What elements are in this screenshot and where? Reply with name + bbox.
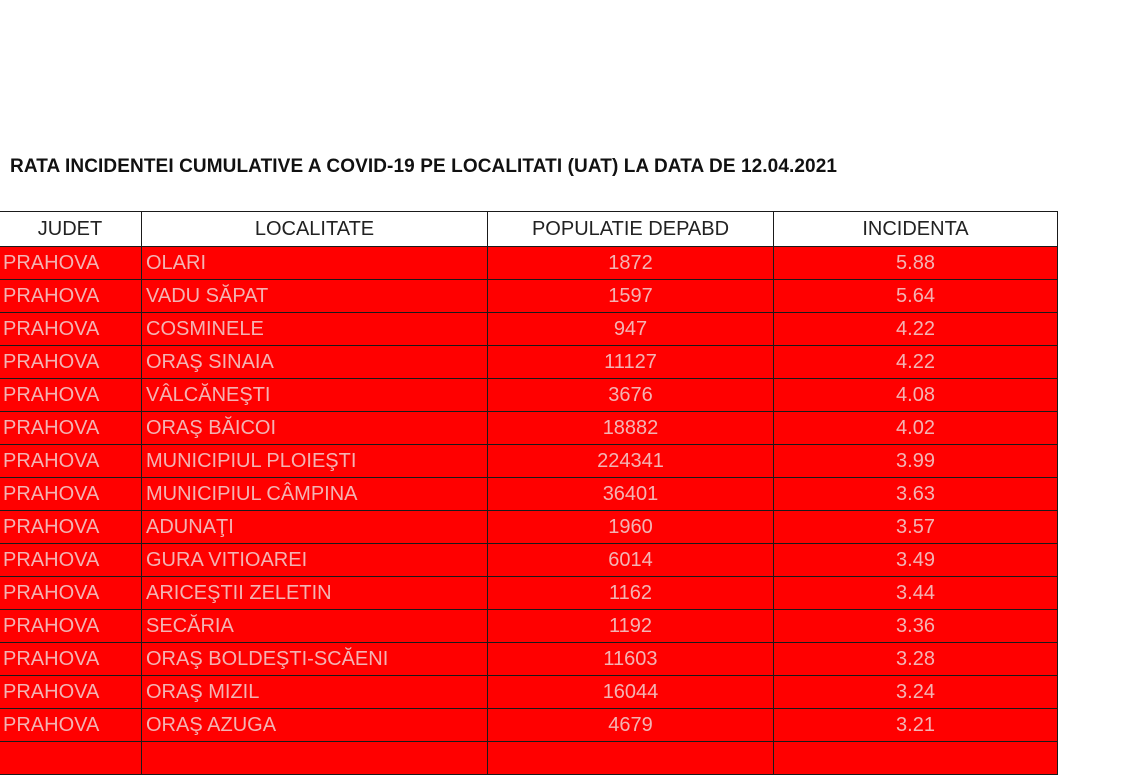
table-row	[0, 676, 1058, 709]
cell-judet: PRAHOVA	[0, 247, 142, 280]
cell-populatie: 3676	[488, 379, 774, 412]
cell-incidenta: 5.88	[774, 247, 1058, 280]
cell-populatie	[488, 742, 774, 775]
table-row	[0, 247, 1058, 280]
table-row	[0, 478, 1058, 511]
cell-localitate: OLARI	[142, 247, 488, 280]
incidence-table	[0, 211, 1058, 775]
cell-localitate: ARICEŞTII ZELETIN	[142, 577, 488, 610]
header-incidenta: INCIDENTA	[774, 212, 1058, 247]
cell-incidenta	[774, 742, 1058, 775]
header-localitate: LOCALITATE	[142, 212, 488, 247]
cell-judet: PRAHOVA	[0, 346, 142, 379]
cell-incidenta: 3.49	[774, 544, 1058, 577]
table-header-row	[0, 212, 1058, 247]
cell-incidenta: 3.57	[774, 511, 1058, 544]
cell-incidenta: 4.02	[774, 412, 1058, 445]
cell-localitate: GURA VITIOAREI	[142, 544, 488, 577]
cell-localitate: ORAŞ BĂICOI	[142, 412, 488, 445]
cell-populatie: 11603	[488, 643, 774, 676]
header-populatie: POPULATIE DEPABD	[488, 212, 774, 247]
cell-incidenta: 3.44	[774, 577, 1058, 610]
cell-localitate: COSMINELE	[142, 313, 488, 346]
table-row	[0, 412, 1058, 445]
cell-populatie: 16044	[488, 676, 774, 709]
cell-populatie: 6014	[488, 544, 774, 577]
table-row	[0, 544, 1058, 577]
cell-localitate: MUNICIPIUL CÂMPINA	[142, 478, 488, 511]
cell-localitate: MUNICIPIUL PLOIEŞTI	[142, 445, 488, 478]
cell-incidenta: 4.22	[774, 313, 1058, 346]
cell-judet: PRAHOVA	[0, 577, 142, 610]
cell-incidenta: 3.99	[774, 445, 1058, 478]
cell-localitate: ORAŞ MIZIL	[142, 676, 488, 709]
cell-incidenta: 3.36	[774, 610, 1058, 643]
cell-judet: PRAHOVA	[0, 412, 142, 445]
cell-localitate: VÂLCĂNEŞTI	[142, 379, 488, 412]
table-row	[0, 577, 1058, 610]
table-row	[0, 313, 1058, 346]
cell-incidenta: 3.21	[774, 709, 1058, 742]
cell-populatie: 1872	[488, 247, 774, 280]
cell-judet: PRAHOVA	[0, 445, 142, 478]
cell-judet: PRAHOVA	[0, 379, 142, 412]
cell-localitate: ORAŞ BOLDEŞTI-SCĂENI	[142, 643, 488, 676]
cell-incidenta: 3.63	[774, 478, 1058, 511]
table-row	[0, 742, 1058, 775]
cell-judet: PRAHOVA	[0, 313, 142, 346]
table-row	[0, 346, 1058, 379]
table-row	[0, 610, 1058, 643]
cell-populatie: 4679	[488, 709, 774, 742]
header-judet: JUDET	[0, 212, 142, 247]
table-row	[0, 511, 1058, 544]
cell-populatie: 1162	[488, 577, 774, 610]
cell-localitate: ADUNAŢI	[142, 511, 488, 544]
table-row	[0, 709, 1058, 742]
table-row	[0, 445, 1058, 478]
cell-incidenta: 3.24	[774, 676, 1058, 709]
cell-judet: PRAHOVA	[0, 478, 142, 511]
cell-judet: PRAHOVA	[0, 709, 142, 742]
cell-judet	[0, 742, 142, 775]
cell-incidenta: 5.64	[774, 280, 1058, 313]
cell-localitate: ORAŞ SINAIA	[142, 346, 488, 379]
cell-judet: PRAHOVA	[0, 511, 142, 544]
cell-populatie: 1597	[488, 280, 774, 313]
cell-populatie: 947	[488, 313, 774, 346]
cell-populatie: 18882	[488, 412, 774, 445]
cell-localitate: VADU SĂPAT	[142, 280, 488, 313]
cell-judet: PRAHOVA	[0, 280, 142, 313]
cell-populatie: 36401	[488, 478, 774, 511]
cell-incidenta: 3.28	[774, 643, 1058, 676]
cell-incidenta: 4.08	[774, 379, 1058, 412]
table-row	[0, 643, 1058, 676]
cell-judet: PRAHOVA	[0, 610, 142, 643]
cell-populatie: 224341	[488, 445, 774, 478]
cell-judet: PRAHOVA	[0, 643, 142, 676]
cell-localitate	[142, 742, 488, 775]
table-row	[0, 379, 1058, 412]
cell-populatie: 11127	[488, 346, 774, 379]
cell-populatie: 1192	[488, 610, 774, 643]
cell-judet: PRAHOVA	[0, 676, 142, 709]
document-title: RATA INCIDENTEI CUMULATIVE A COVID-19 PE LOCALITATI (UAT) LA DATA DE 12.04.2021	[10, 156, 838, 177]
cell-populatie: 1960	[488, 511, 774, 544]
table-row	[0, 280, 1058, 313]
cell-judet: PRAHOVA	[0, 544, 142, 577]
cell-localitate: ORAŞ AZUGA	[142, 709, 488, 742]
cell-incidenta: 4.22	[774, 346, 1058, 379]
cell-localitate: SECĂRIA	[142, 610, 488, 643]
